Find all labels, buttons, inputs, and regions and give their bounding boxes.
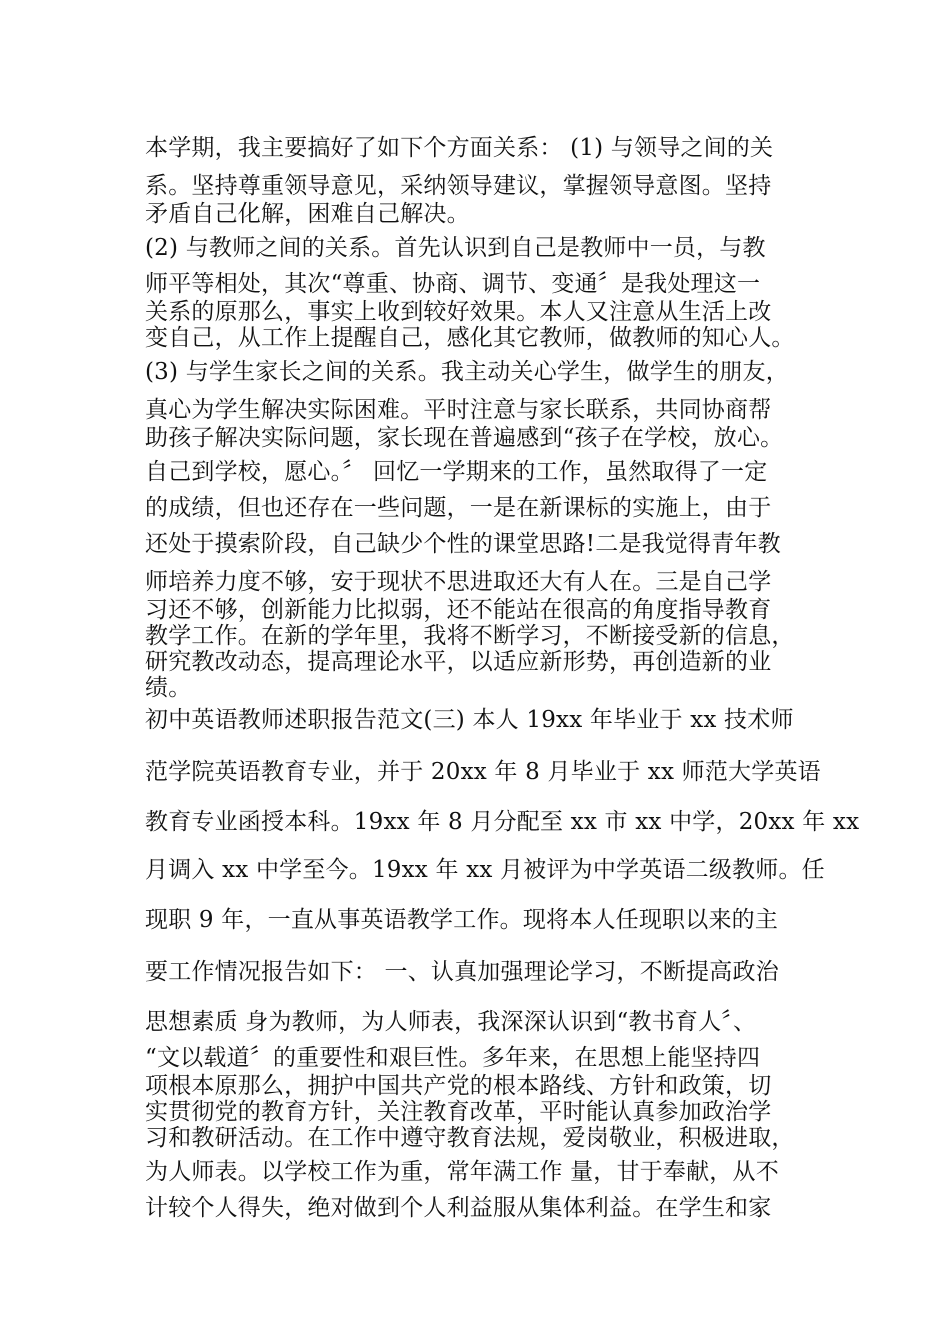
- text-line: 教学工作。在新的学年里，我将不断学习，不断接受新的信息，: [145, 623, 795, 649]
- text-line: 师平等相处，其次“尊重、协商、调节、变通〞是我处理这一: [145, 271, 761, 297]
- text-line: 还处于摸索阶段，自己缺少个性的课堂思路!二是我觉得青年教: [145, 531, 781, 557]
- text-line: 实贯彻党的教育方针，关注教育改革，平时能认真参加政治学: [145, 1099, 772, 1125]
- text-line: 绩。: [145, 675, 192, 701]
- text-line: 习和教研活动。在工作中遵守教育法规，爱岗敬业，积极进取，: [145, 1125, 795, 1151]
- text-line: 计较个人得失，绝对做到个人利益服从集体利益。在学生和家: [145, 1195, 772, 1221]
- text-line: 助孩子解决实际问题，家长现在普遍感到“孩子在学校，放心。: [145, 425, 784, 451]
- text-line: 研究教改动态，提高理论水平，以适应新形势，再创造新的业: [145, 649, 772, 675]
- text-line: 范学院英语教育专业，并于 20xx 年 8 月毕业于 xx 师范大学英语: [145, 759, 821, 785]
- text-line: 关系的原那么，事实上收到较好效果。本人又注意从生活上改: [145, 299, 772, 325]
- text-line: 初中英语教师述职报告范文(三) 本人 19xx 年毕业于 xx 技术师: [145, 707, 794, 733]
- text-line: 教育专业函授本科。19xx 年 8 月分配至 xx 市 xx 中学，20xx 年 xx: [145, 809, 860, 835]
- text-line: 真心为学生解决实际困难。平时注意与家长联系，共同协商帮: [145, 397, 772, 423]
- text-line: 习还不够，创新能力比拟弱，还不能站在很高的角度指导教育: [145, 597, 772, 623]
- text-line: 要工作情况报告如下： 一、认真加强理论学习，不断提高政治: [145, 959, 779, 985]
- text-line: 项根本原那么，拥护中国共产党的根本路线、方针和政策，切: [145, 1073, 772, 1099]
- text-line: 思想素质 身为教师，为人师表，我深深认识到“教书育人〞、: [145, 1009, 757, 1035]
- text-line: “文以载道〞的重要性和艰巨性。多年来，在思想上能坚持四: [145, 1045, 761, 1071]
- text-line: 变自己，从工作上提醒自己，感化其它教师，做教师的知心人。: [145, 325, 795, 351]
- text-line: 系。坚持尊重领导意见，采纳领导建议，掌握领导意图。坚持: [145, 173, 772, 199]
- text-line: 现职 9 年，一直从事英语教学工作。现将本人任现职以来的主: [145, 907, 779, 933]
- text-line: 本学期，我主要搞好了如下个方面关系： (1) 与领导之间的关: [145, 135, 774, 161]
- text-line: 的成绩，但也还存在一些问题，一是在新课标的实施上，由于: [145, 495, 772, 521]
- text-line: 师培养力度不够，安于现状不思进取还大有人在。三是自己学: [145, 569, 772, 595]
- text-line: 为人师表。以学校工作为重，常年满工作 量，甘于奉献，从不: [145, 1159, 779, 1185]
- text-line: 月调入 xx 中学至今。19xx 年 xx 月被评为中学英语二级教师。任: [145, 857, 825, 883]
- text-line: (2) 与教师之间的关系。首先认识到自己是教师中一员，与教: [145, 235, 766, 261]
- text-line: (3) 与学生家长之间的关系。我主动关心学生，做学生的朋友，: [145, 359, 789, 385]
- text-line: 自己到学校，愿心。〞 回忆一学期来的工作，虽然取得了一定: [145, 459, 768, 485]
- text-line: 矛盾自己化解，困难自己解决。: [145, 201, 470, 227]
